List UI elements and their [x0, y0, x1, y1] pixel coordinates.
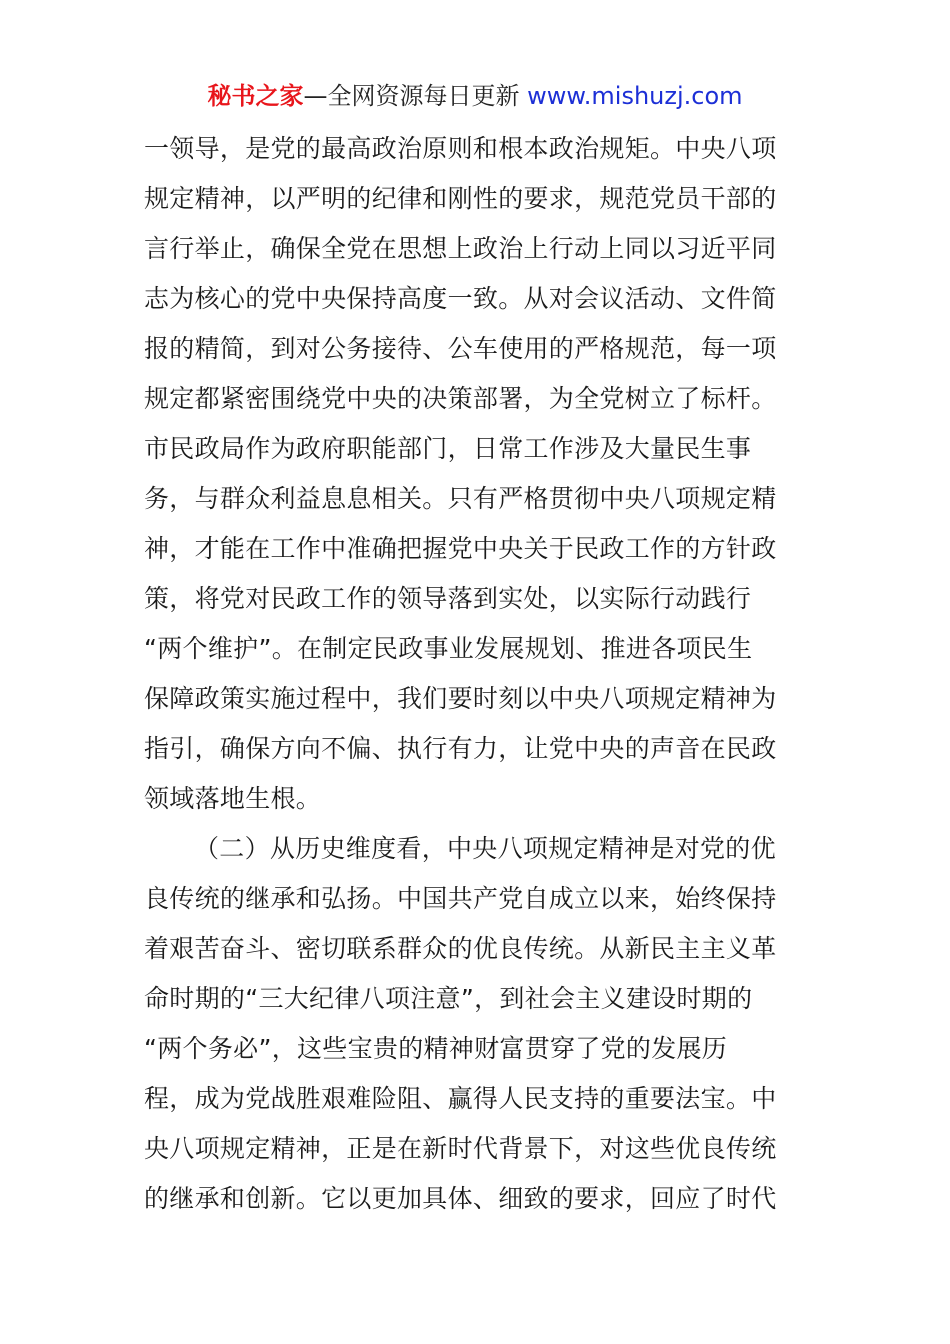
- text-line: 领域落地生根。: [144, 784, 322, 813]
- text-line: 央八项规定精神，正是在新时代背景下，对这些优良传统: [144, 1134, 777, 1163]
- site-url-link[interactable]: www.mishuzj.com: [527, 82, 743, 110]
- text-line: 保障政策实施过程中，我们要时刻以中央八项规定精神为: [144, 684, 777, 713]
- text-line: 指引，确保方向不偏、执行有力，让党中央的声音在民政: [144, 734, 777, 763]
- header-tagline: —全网资源每日更新: [303, 82, 528, 110]
- site-header: [0, 80, 950, 112]
- brand-name: 秘书之家: [207, 82, 304, 110]
- document-body: [144, 124, 808, 1224]
- text-line: 务，与群众利益息息相关。只有严格贯彻中央八项规定精: [144, 484, 777, 513]
- text-line: 程，成为党战胜艰难险阻、赢得人民支持的重要法宝。中: [144, 1084, 777, 1113]
- text-line: 神，才能在工作中准确把握党中央关于民政工作的方针政: [144, 534, 777, 563]
- text-line: 市民政局作为政府职能部门，日常工作涉及大量民生事: [144, 434, 752, 463]
- text-line: 策，将党对民政工作的领导落到实处，以实际行动践行: [144, 584, 752, 613]
- text-line: 言行举止，确保全党在思想上政治上行动上同以习近平同: [144, 234, 777, 263]
- text-line: 规定都紧密围绕党中央的决策部署，为全党树立了标杆。: [144, 384, 777, 413]
- text-line: 着艰苦奋斗、密切联系群众的优良传统。从新民主主义革: [144, 934, 777, 963]
- text-line: 命时期的“三大纪律八项注意”，到社会主义建设时期的: [144, 984, 753, 1013]
- text-line: “两个务必”，这些宝贵的精神财富贯穿了党的发展历: [144, 1034, 728, 1063]
- text-line: 良传统的继承和弘扬。中国共产党自成立以来，始终保持: [144, 884, 777, 913]
- text-line: 一领导，是党的最高政治原则和根本政治规矩。中央八项: [144, 134, 777, 163]
- text-line: 的继承和创新。它以更加具体、细致的要求，回应了时代: [144, 1184, 777, 1213]
- text-line: “两个维护”。在制定民政事业发展规划、推进各项民生: [144, 634, 753, 663]
- text-line: 规定精神，以严明的纪律和刚性的要求，规范党员干部的: [144, 184, 777, 213]
- text-line: 报的精简，到对公务接待、公车使用的严格规范，每一项: [144, 334, 777, 363]
- text-line: 志为核心的党中央保持高度一致。从对会议活动、文件简: [144, 284, 777, 313]
- text-line: （二）从历史维度看，中央八项规定精神是对党的优: [194, 834, 776, 863]
